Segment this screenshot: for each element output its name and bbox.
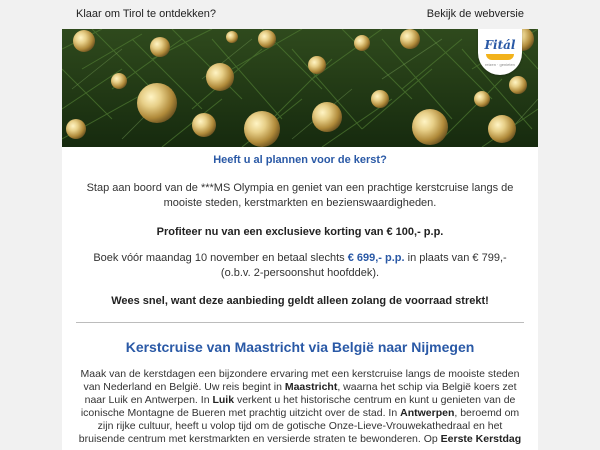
body-text-2: , waarna het schip via België koers zet naar Luik en Antwerpen. In xyxy=(84,381,517,406)
preheader-text: Klaar om Tirol te ontdekken? xyxy=(76,8,217,20)
cruise-description xyxy=(76,368,524,446)
body-bold-antwerpen: Antwerpen xyxy=(400,407,455,419)
body-bold-eerste-kerstdag: Eerste Kerstdag xyxy=(440,433,522,445)
logo-tagline: reizen · genieten xyxy=(485,62,515,67)
logo-text: Fitál xyxy=(484,38,516,52)
booking-text-before: Boek vóór maandag 10 november en betaal slechts xyxy=(93,252,348,264)
body-bold-luik: Luik xyxy=(212,394,235,406)
view-web-version-link[interactable]: Bekijk de webversie xyxy=(426,8,524,20)
body-text-1: Maak van de kerstdagen een bijzondere ervaring met een kerstcruise langs de mooiste steden van Nederland en België. Uw reis begint in xyxy=(80,368,520,393)
body-text-4: , beroemd om zijn rijke cultuur, heeft u volop tijd om de gotische Onze-Lieve-Vrouwekathedraal en het bruisende centrum met kerstmarkten en versierde straten te bewonderen. Op xyxy=(78,407,520,445)
booking-price: € 699,- p.p. xyxy=(347,252,405,264)
headline: Heeft u al plannen voor de kerst? xyxy=(213,154,387,166)
preheader-bar xyxy=(62,0,538,28)
cruise-subheading: Kerstcruise van Maastricht via België naar Nijmegen xyxy=(125,339,475,355)
logo-swoosh-icon xyxy=(486,54,514,60)
body-bold-maastricht: Maastricht xyxy=(284,381,338,393)
hero-image xyxy=(62,29,538,147)
intro-paragraph: Stap aan boord van de ***MS Olympia en geniet van een prachtige kerstcruise langs de mooiste steden, kerstmarkten en bezienswaardigheden. xyxy=(86,182,514,209)
urgency-text: Wees snel, want deze aanbieding geldt alleen zolang de voorraad strekt! xyxy=(111,295,489,307)
fital-logo xyxy=(478,29,522,75)
booking-paragraph xyxy=(80,251,520,281)
email-content xyxy=(62,147,538,450)
body-text-3: verkent u het historische centrum en kunt u genieten van de iconische Montagne de Bueren met prachtig uitzicht over de stad. In xyxy=(80,394,516,419)
offer-text: Profiteer nu van een exclusieve korting van € 100,- p.p. xyxy=(156,226,444,238)
christmas-tree-ornaments-icon xyxy=(62,29,538,147)
booking-text-after: in plaats van € 799,- (o.b.v. 2-persoonshut hoofddek). xyxy=(220,252,507,279)
divider xyxy=(76,322,524,323)
